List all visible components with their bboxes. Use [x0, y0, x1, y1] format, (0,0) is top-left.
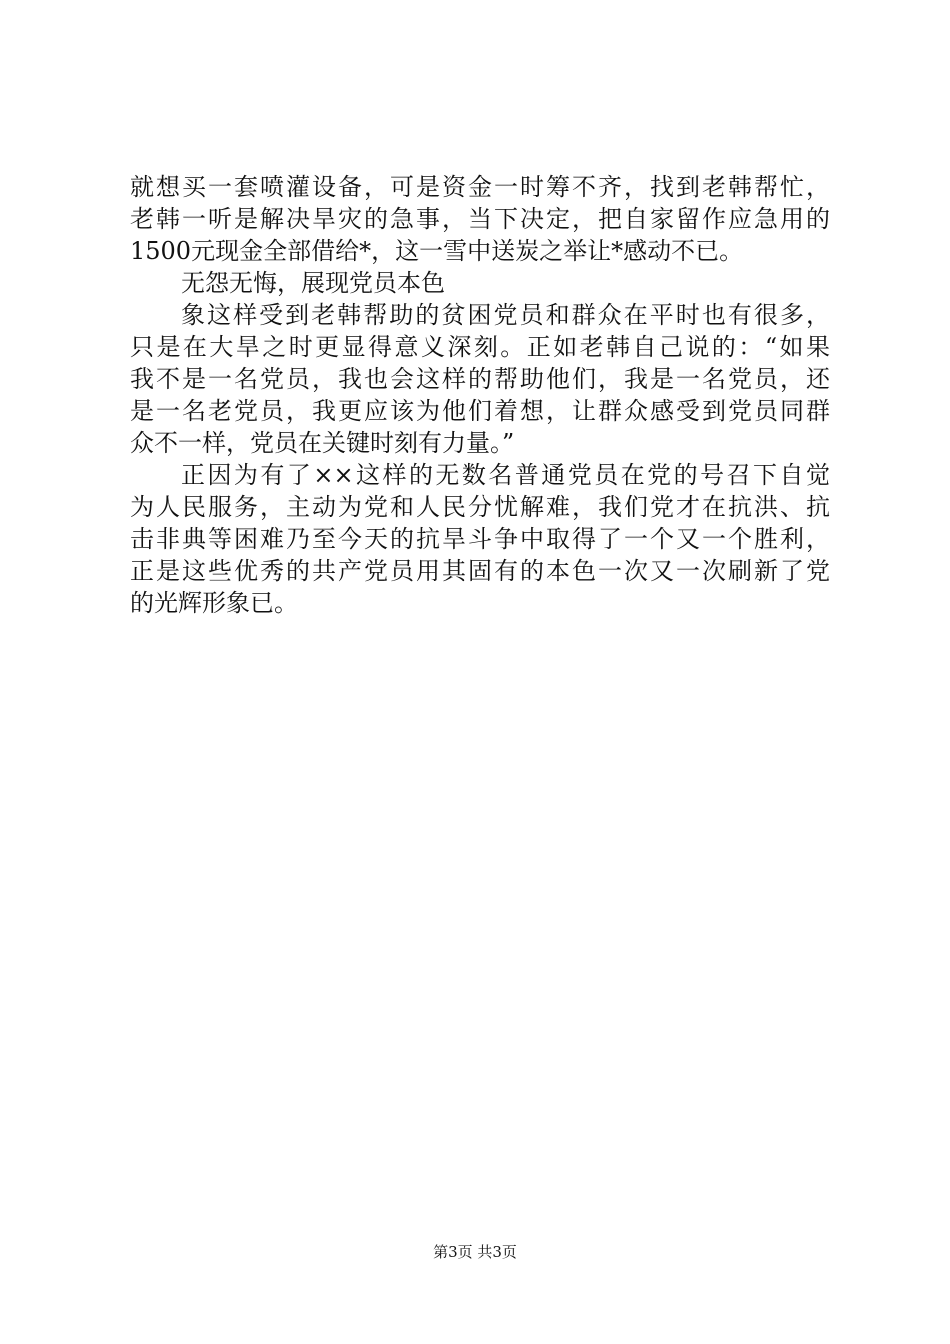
body-line-3: 1500元现金全部借给*，这一雪中送炭之举让*感动不已。	[130, 237, 744, 265]
body-line-14: 的光辉形象已。	[130, 589, 298, 617]
body-line-5: 象这样受到老韩帮助的贫困党员和群众在平时也有很多，	[181, 301, 830, 329]
body-line-1: 就想买一套喷灌设备，可是资金一时筹不齐，找到老韩帮忙，	[130, 173, 830, 201]
body-line-8: 是一名老党员，我更应该为他们着想，让群众感受到党员同群	[130, 397, 830, 425]
page-number-footer: 第3页 共3页	[433, 1243, 517, 1261]
body-line-13: 正是这些优秀的共产党员用其固有的本色一次又一次刷新了党	[130, 557, 830, 585]
body-line-11: 为人民服务，主动为党和人民分忧解难，我们党才在抗洪、抗	[130, 493, 830, 521]
document-body	[130, 171, 830, 619]
body-line-9: 众不一样，党员在关键时刻有力量。”	[130, 429, 515, 457]
body-line-10: 正因为有了××这样的无数名普通党员在党的号召下自觉	[181, 461, 830, 489]
body-line-6: 只是在大旱之时更显得意义深刻。正如老韩自己说的：“如果	[130, 333, 830, 361]
section-heading: 无怨无悔，展现党员本色	[181, 269, 445, 297]
body-line-2: 老韩一听是解决旱灾的急事，当下决定，把自家留作应急用的	[130, 205, 830, 233]
body-line-7: 我不是一名党员，我也会这样的帮助他们，我是一名党员，还	[130, 365, 830, 393]
body-line-12: 击非典等困难乃至今天的抗旱斗争中取得了一个又一个胜利，	[130, 525, 830, 553]
